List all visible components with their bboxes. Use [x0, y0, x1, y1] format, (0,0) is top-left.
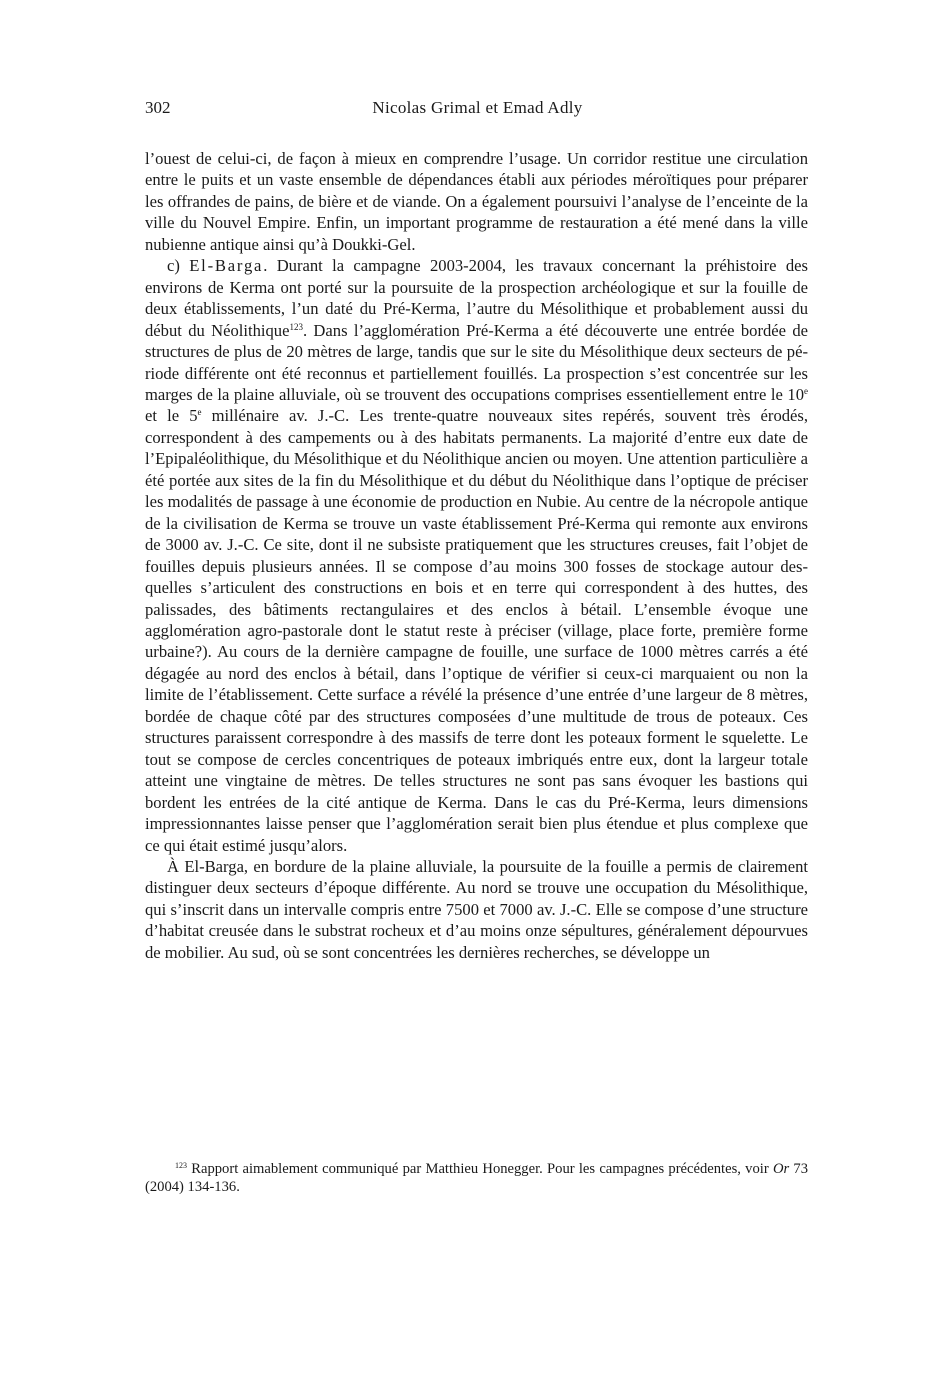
page-number: 302 — [145, 98, 171, 117]
paragraph-el-barga — [145, 255, 808, 856]
footnote-text: 73 (2004) 134-136. — [145, 1161, 808, 1195]
ordinal-superscript: e — [197, 407, 202, 418]
paragraph-text: . Durant la campagne 2003-2004, les travaux concernant la préhistoire des environs de Kerma ont porté sur la poursuite de la prospection archéologique et sur la fouille de deux établissements, l’un daté du Pré-Kerma, l’autre du Mésolithique et probablement aussi du début du Néolithique — [145, 256, 808, 340]
paragraph-text: . Dans l’agglomération Pré-Kerma a été découverte une entrée bordée de structures de plus de 20 mètres de large, tandis que sur le site du Mésolithique deux secteurs de période différente ont été reconnus et partiellement fouillés. La prospection s’est concentrée sur les marges de la plaine alluviale, où se trouvent des occupations comprises essentiellement entre le 10 — [145, 320, 808, 404]
running-title: Nicolas Grimal et Emad Adly — [372, 98, 583, 117]
footnote-journal: Or — [772, 1161, 790, 1177]
footnote-text: Rapport aimablement communiqué par Matthieu Honegger. Pour les campagnes précédentes, voir — [187, 1161, 773, 1177]
body-text — [145, 148, 808, 963]
footnote-number: 123 — [175, 1161, 187, 1170]
footnote-reference[interactable]: 123 — [289, 321, 303, 332]
paragraph — [145, 148, 808, 255]
footnote — [145, 1160, 808, 1196]
paragraph-text: À El-Barga, en bordure de la plaine alluviale, la poursuite de la fouille a permis de clairement distinguer deux secteurs d’époque différente. Au nord se trouve une occupation du Mésolithique, qui s’inscrit dans un intervalle compris entre 7500 et 7000 av. J.-C. Elle se compose d’une structure d’habitat creusée dans le substrat rocheux et d’au moins onze sépultures, généralement dépourvues de mobilier. Au sud, où se sont concentrées les dernières recherches, se développe un — [145, 856, 808, 962]
ordinal-superscript: e — [804, 385, 808, 396]
running-head — [145, 98, 810, 120]
section-marker: c) — [167, 256, 190, 276]
paragraph-text: l’ouest de celui-ci, de façon à mieux en comprendre l’usage. Un corridor restitue une circulation entre le puits et un vaste ensemble de dépendances établi aux périodes méroïtiques pour préparer les offrandes de pains, de bière et de viande. On a également poursuivi l’analyse de l’enceinte de la ville du Nouvel Empire. Enfin, un important programme de restauration a été mené dans la ville nubienne antique ainsi qu’à Doukki-Gel. — [145, 149, 808, 254]
paragraph-text: et le 5 — [145, 406, 198, 426]
section-heading: El-Barga — [189, 256, 264, 276]
paragraph — [145, 856, 808, 963]
paragraph-text: millénaire av. J.-C. Les trente-quatre nouveaux sites repérés, souvent très érodés, correspondent à des campements ou à des habitats permanents. La majorité d’entre eux date de l’Epipaléolithique, du Mésolithique et du Néolithique ancien ou moyen. Une attention particulière a été portée aux sites de la fin du Mésolithique et du début du Néolithique dans l’optique de préciser les modalités de passage à une économie de production en Nubie. Au centre de la nécropole antique de la civilisation de Kerma se trouve un vaste établissement Pré-Kerma qui remonte aux environs de 3000 av. J.-C. Ce site, dont il ne subsiste pratiquement que les structures creuses, fait l’objet de fouilles depuis plusieurs années. Il se compose d’au moins 300 fosses de stockage autour desquelles s’articulent des constructions en bois et en terre qui correspondent à des huttes, des palissades, des bâtiments rectangulaires et des enclos à bétail. L’ensemble évoque une agglomération agro-pastorale dont le statut reste à préciser (village, place forte, première forme urbaine?). Au cours de la dernière campagne de fouille, une surface de 1000 mètres carrés a été dégagée au nord des enclos à bétail, dans l’optique de vérifier si ceux-ci marquaient ou non la limite de l’établissement. Cette surface a révélé la présence d’une entrée d’une largeur de 8 mètres, bordée de chaque côté par des structures composées d’une multitude de trous de poteaux. Ces structures paraissent correspondre à des massifs de terre dont les poteaux forment le squelette. Le tout se compose de cercles concentriques de poteaux imbriqués entre eux, dont la largeur totale atteint une vingtaine de mètres. De telles structures ne sont pas sans évoquer les bastions qui bordent les entrées de la cité antique de Kerma. Dans le cas du Pré-Kerma, leurs dimensions impressionnantes laisse penser que l’agglomération serait bien plus étendue et plus complexe que ce qui était estimé jusqu’alors. — [145, 406, 809, 855]
